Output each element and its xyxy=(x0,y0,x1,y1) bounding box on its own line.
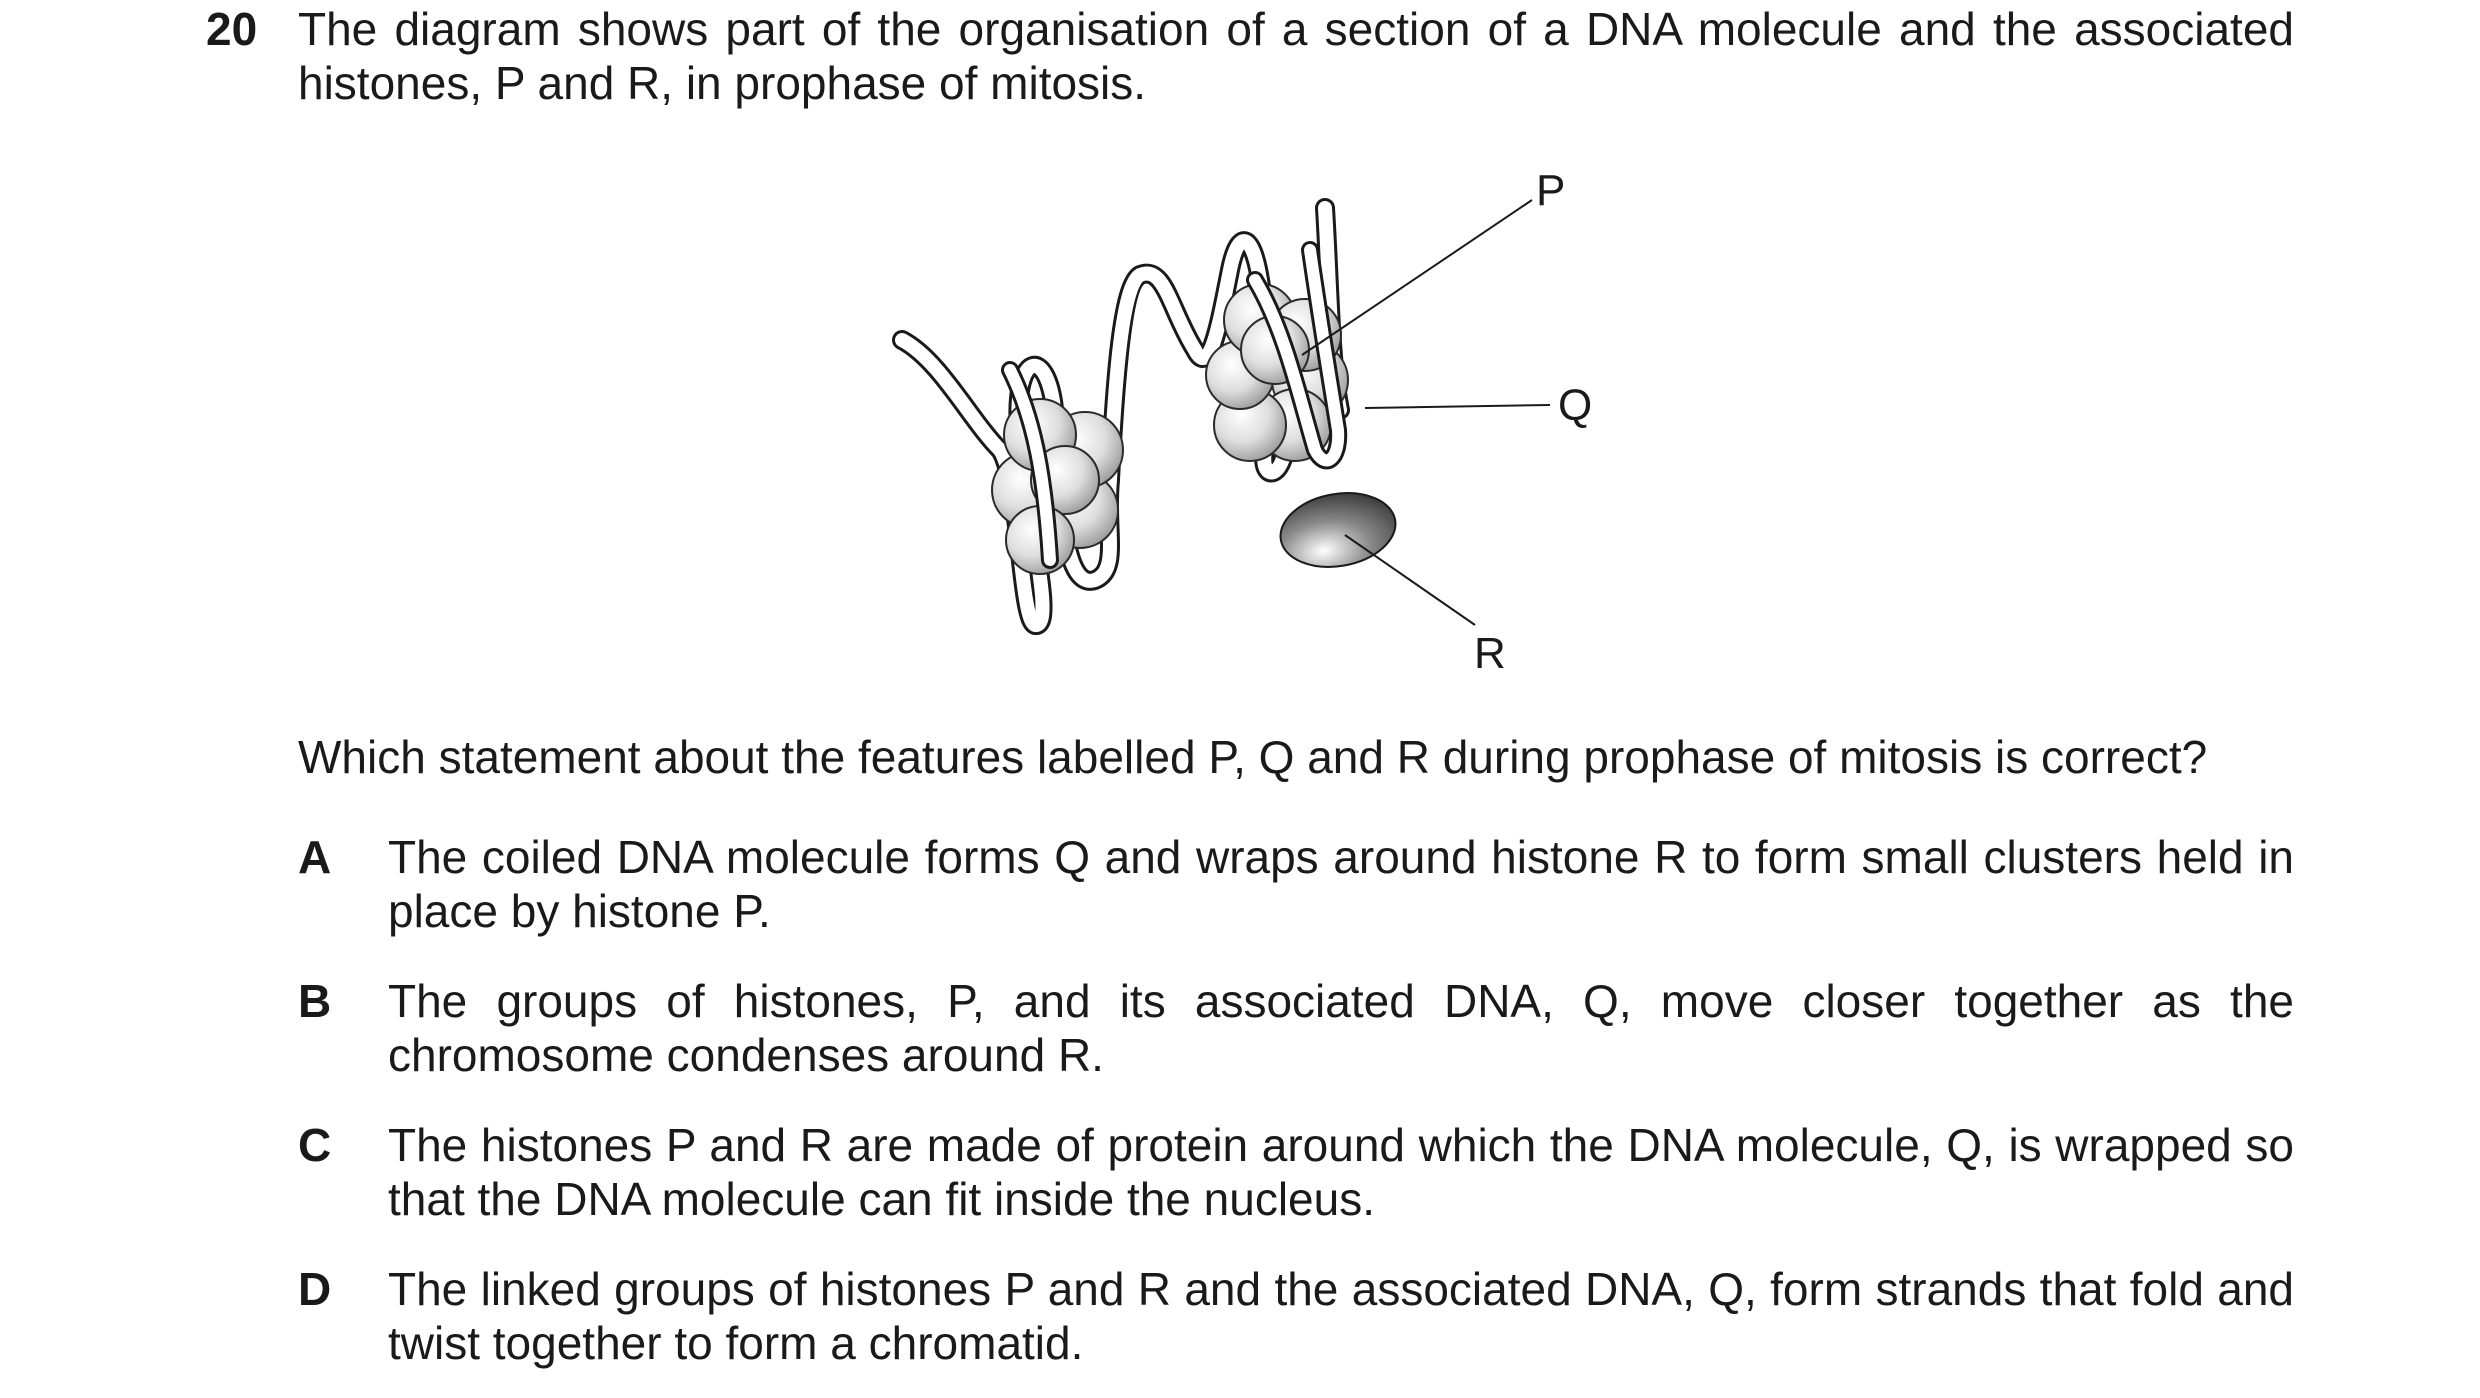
option-letter: C xyxy=(298,1119,332,1171)
option-text: The groups of histones, P, and its associated DNA, Q, move closer together as the chromosome condenses around R. xyxy=(388,975,2294,1081)
label-r: R xyxy=(1474,629,1506,678)
option-text: The histones P and R are made of protein around which the DNA molecule, Q, is wrapped so that the DNA molecule can fit inside the nucleus. xyxy=(388,1119,2294,1225)
option-text: The coiled DNA molecule forms Q and wraps around histone R to form small clusters held in place by histone P. xyxy=(388,831,2294,937)
option-letter: A xyxy=(298,831,332,883)
label-q: Q xyxy=(1558,381,1593,430)
question-lead-in: Which statement about the features labelled P, Q and R during prophase of mitosis is correct? xyxy=(298,731,2208,783)
label-p: P xyxy=(1536,166,1566,215)
option-text: The linked groups of histones P and R and the associated DNA, Q, form strands that fold and twist together to form a chromatid. xyxy=(388,1263,2294,1369)
label-line-q xyxy=(1365,405,1550,408)
option-letter: D xyxy=(298,1263,332,1315)
option-letter: B xyxy=(298,975,332,1027)
question-stem: The diagram shows part of the organisation of a section of a DNA molecule and the associated histones, P and R, in prophase of mitosis. xyxy=(298,3,2294,109)
label-line-r xyxy=(1345,535,1475,625)
question-number: 20 xyxy=(206,3,258,55)
dna-histone-diagram xyxy=(860,150,1660,680)
